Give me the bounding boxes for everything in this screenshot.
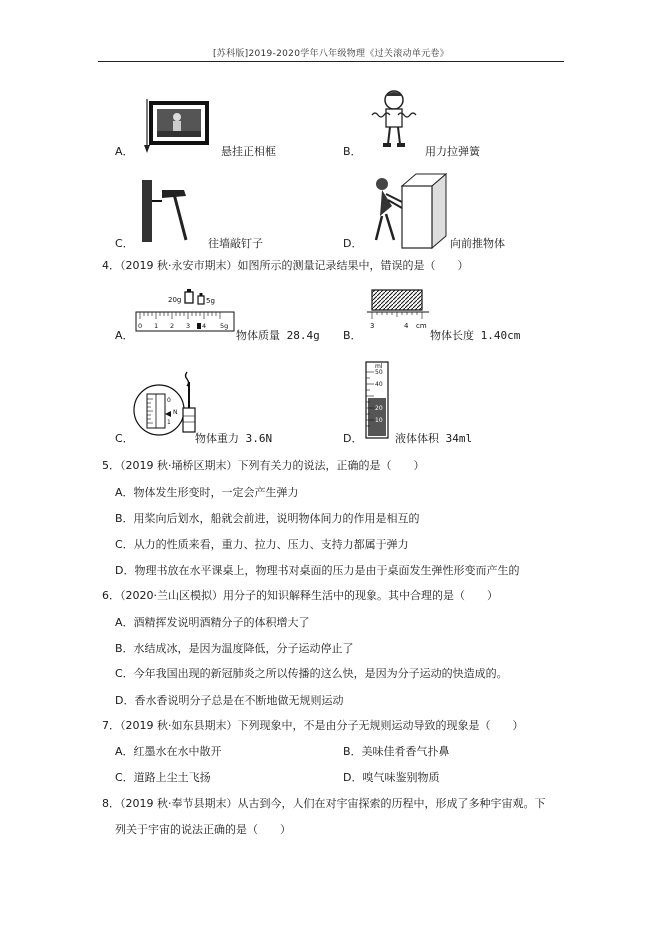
option-letter: B． (343, 145, 362, 158)
scale-tick-label: 0 (138, 322, 143, 330)
scale-tick-label: 1 (154, 322, 159, 330)
weights-and-ruler-icon (134, 288, 236, 338)
question-6-stem: 6．（2020·兰山区模拟）用分子的知识解释生活中的现象。其中合理的是（ ） (102, 589, 498, 602)
question-6-option: B．水结成冰，是因为温度降低，分子运动停止了 (115, 642, 354, 655)
option-caption: 向前推物体 (450, 237, 505, 250)
scale-tick-label: 5g (220, 322, 229, 330)
option-caption: 物体重力 3.6N (195, 432, 273, 445)
question-7-option: A．红墨水在水中散开 (115, 745, 222, 758)
boy-pushing-box-icon (372, 172, 448, 250)
option-letter: A． (115, 329, 134, 342)
scale-tick-label: 4 (404, 322, 409, 330)
question-4-stem: 4．（2019 秋·永安市期末）如图所示的测量记录结果中，错误的是（ ） (102, 259, 469, 272)
scale-tick-label: 50 (375, 369, 383, 376)
measuring-cylinder-icon (362, 358, 392, 442)
page-header: [苏科版]2019-2020学年八年级物理《过关滚动单元卷》 (212, 49, 450, 59)
block-on-ruler-icon (365, 288, 431, 336)
option-caption: 物体质量 28.4g (236, 329, 320, 342)
question-7-option: B．美味佳肴香气扑鼻 (343, 745, 450, 758)
question-5-option: A．物体发生形变时，一定会产生弹力 (115, 486, 299, 499)
question-5-option: C．从力的性质来看，重力、拉力、压力、支持力都属于弹力 (115, 538, 409, 551)
spring-scale-icon (133, 370, 205, 438)
question-5-option: B．用桨向后划水，船就会前进，说明物体间力的作用是相互的 (115, 512, 420, 525)
scale-tick-label: 10 (375, 417, 383, 424)
option-caption: 往墙敲钉子 (208, 237, 263, 250)
option-letter: B． (343, 329, 362, 342)
question-7-option: C．道路上尘土飞扬 (115, 771, 211, 784)
scale-tick-label: 40 (375, 381, 383, 388)
question-5-option: D．物理书放在水平课桌上，物理书对桌面的压力是由于桌面发生弹性形变而产生的 (115, 564, 520, 577)
question-7-stem: 7．（2019 秋·如东县期末）下列现象中，不是由分子无规则运动导致的现象是（ ） (102, 719, 524, 732)
scale-tick-label: 3 (370, 322, 375, 330)
question-6-option: A．酒精挥发说明酒精分子的体积增大了 (115, 616, 310, 629)
question-5-stem: 5．（2019 秋·埇桥区期末）下列有关力的说法，正确的是（ ） (102, 459, 425, 472)
header-divider (98, 61, 564, 62)
question-8-stem-continued: 列关于宇宙的说法正确的是（ ） (115, 823, 291, 836)
option-caption: 用力拉弹簧 (425, 145, 480, 158)
question-6-option: C．今年我国出现的新冠肺炎之所以传播的这么快，是因为分子运动的快造成的。 (115, 667, 508, 680)
question-7-option: D．嗅气味鉴别物质 (343, 771, 440, 784)
hammer-nail-wall-icon (140, 180, 202, 242)
scale-tick-label: 20 (375, 405, 383, 412)
scale-tick-label: 30 (375, 393, 383, 400)
option-caption: 液体体积 34ml (395, 432, 473, 445)
scale-tick-label: N (173, 409, 178, 416)
scale-tick-label: ml (375, 363, 383, 370)
option-caption: 悬挂正相框 (221, 145, 276, 158)
question-8-stem: 8．（2019 秋·奉节县期末）从古到今，人们在对宇宙探索的历程中，形成了多种宇宙观。下 (102, 797, 546, 810)
picture-frame-plumb-icon (137, 97, 211, 157)
option-caption: 物体长度 1.40cm (430, 329, 521, 342)
scale-tick-label: 3 (186, 322, 191, 330)
scale-tick-label: 4 (202, 322, 207, 330)
weight-label: 5g (206, 297, 215, 305)
weight-label: 20g (168, 296, 182, 304)
option-letter: C． (115, 237, 134, 250)
scale-tick-label: 2 (170, 322, 175, 330)
question-6-option: D．香水香说明分子总是在不断地做无规则运动 (115, 694, 344, 707)
option-letter: D． (343, 237, 363, 250)
scale-tick-label: 0 (167, 397, 171, 404)
scale-tick-label: cm (416, 322, 427, 330)
option-letter: D． (343, 432, 363, 445)
boy-stretching-spring-icon (368, 88, 420, 150)
scale-tick-label: 1 (167, 419, 171, 426)
option-letter: C． (115, 432, 134, 445)
option-letter: A． (115, 145, 134, 158)
